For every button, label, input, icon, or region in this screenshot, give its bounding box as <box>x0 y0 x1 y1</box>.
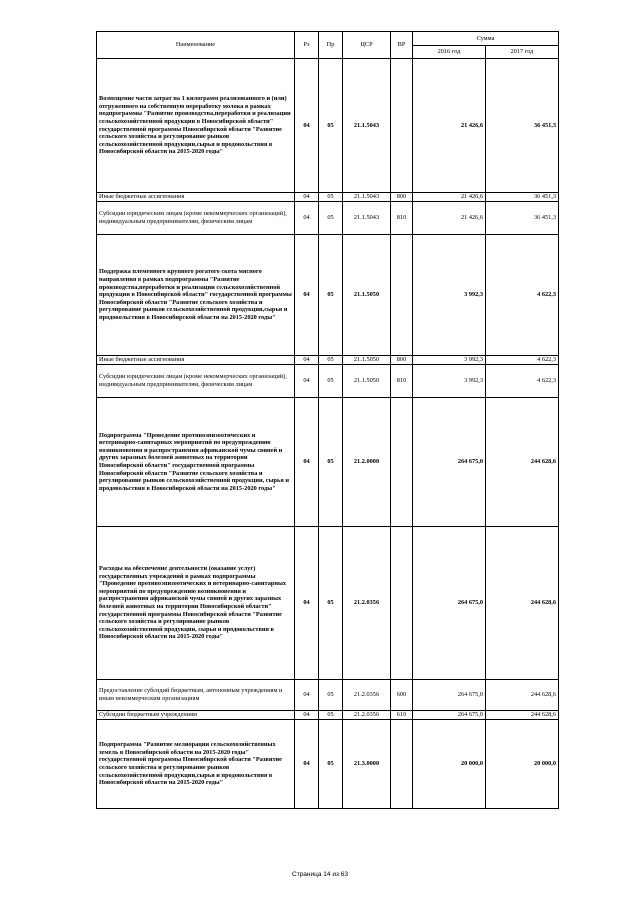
table-row <box>97 356 559 365</box>
row-sum-2016: 3 992,3 <box>413 365 486 398</box>
row-name: Субсидии бюджетным учреждениям <box>97 711 295 720</box>
row-rz: 04 <box>295 235 319 356</box>
row-name: Предоставление субсидий бюджетным, автономным учреждениям и иным некоммерческим организациям <box>97 680 295 711</box>
row-rz: 04 <box>295 356 319 365</box>
row-pr: 05 <box>319 720 343 809</box>
row-sum-2016: 21 426,6 <box>413 202 486 235</box>
table-row <box>97 193 559 202</box>
row-name: Подпрограмма "Проведение противоэпизоотических и ветеринарно-санитарных мероприятий по предупреждению возникновения и распространения африканской чумы свиней и других заразных болезней животных на территории Новосибирской области" государственной программы Новосибирской области "Развитие сельского хозяйства и регулирование рынков сельскохозяйственной продукции, сырья и продовольствия в Новосибирской области на 2015-2020 годы" <box>97 398 295 527</box>
row-rz: 04 <box>295 527 319 680</box>
row-rz: 04 <box>295 59 319 193</box>
header-name: Наименование <box>97 32 295 59</box>
row-vr <box>391 59 413 193</box>
table-row <box>97 202 559 235</box>
table-row <box>97 235 559 356</box>
row-name: Поддержка племенного крупного рогатого скота мясного направления в рамках подпрограммы "Развитие производства,переработки и реализации сельскохозяйственной продукции в Новосибирской области" государственной программы Новосибирской области "Развитие сельского хозяйства и регулирование рынков сельскохозяйственной продукции,сырья и продовольствия в Новосибирской области на 2015-2020 годы" <box>97 235 295 356</box>
row-sum-2017: 244 628,6 <box>486 398 559 527</box>
header-rz: Рз <box>295 32 319 59</box>
row-sum-2016: 3 992,3 <box>413 235 486 356</box>
row-name: Подпрограмма "Развитие мелиорации сельскохозяйственных земель в Новосибирской области на 2015-2020 годы" государственной программы Новосибирской области "Развитие сельского хозяйства и регулирование рынков сельскохозяйственной продукции,сырья и продовольствия в Новосибирской области на 2015-2020 годы" <box>97 720 295 809</box>
row-vr: 610 <box>391 711 413 720</box>
table-row <box>97 680 559 711</box>
row-rz: 04 <box>295 365 319 398</box>
row-vr: 600 <box>391 680 413 711</box>
row-csr: 21.1.5043 <box>343 59 391 193</box>
row-name: Субсидии юридическим лицам (кроме некоммерческих организаций), индивидуальным предпринимателям, физическим лицам <box>97 365 295 398</box>
row-name: Иные бюджетные ассигнования <box>97 356 295 365</box>
row-vr <box>391 527 413 680</box>
row-name: Субсидии юридическим лицам (кроме некоммерческих организаций), индивидуальным предпринимателям, физическим лицам <box>97 202 295 235</box>
row-pr: 05 <box>319 59 343 193</box>
row-rz: 04 <box>295 398 319 527</box>
document-page <box>96 31 558 809</box>
row-name: Расходы на обеспечение деятельности (оказание услуг) государственных учреждений в рамках подпрограммы "Проведение противоэпизоотических и ветеринарно-санитарных мероприятий по предупреждению возникновения и распространения африканской чумы свиней и других заразных болезней животных на территории Новосибирской области" государственной программы Новосибирской области "Развитие сельского хозяйства и регулирование рынков сельскохозяйственной продукции, сырья и продовольствия в Новосибирской области на 2015-2020 годы" <box>97 527 295 680</box>
row-pr: 05 <box>319 235 343 356</box>
table-row <box>97 527 559 680</box>
table-row <box>97 711 559 720</box>
row-rz: 04 <box>295 193 319 202</box>
row-sum-2017: 36 451,3 <box>486 59 559 193</box>
row-sum-2016: 264 675,0 <box>413 680 486 711</box>
row-csr: 21.1.5050 <box>343 356 391 365</box>
row-sum-2017: 244 628,6 <box>486 711 559 720</box>
header-pr: Пр <box>319 32 343 59</box>
row-csr: 21.1.5050 <box>343 365 391 398</box>
row-sum-2017: 36 451,3 <box>486 193 559 202</box>
row-vr <box>391 235 413 356</box>
budget-table <box>96 31 559 809</box>
row-name: Возмещение части затрат на 1 килограмм реализованного и (или) отгруженного на собственную переработку молока в рамках подпрограммы "Развитие производства,переработки и реализации сельскохозяйственной продукции в Новосибирской области" государственной программы Новосибирской области "Развитие сельского хозяйства и регулирование рынков сельскохозяйственной продукции,сырья и продовольствия в Новосибирской области на 2015-2020 годы" <box>97 59 295 193</box>
header-vr: ВР <box>391 32 413 59</box>
row-sum-2016: 264 675,0 <box>413 398 486 527</box>
row-pr: 05 <box>319 356 343 365</box>
row-vr: 800 <box>391 356 413 365</box>
row-pr: 05 <box>319 398 343 527</box>
header-sum: Сумма <box>413 32 559 46</box>
row-sum-2016: 21 426,6 <box>413 193 486 202</box>
row-sum-2017: 4 622,3 <box>486 365 559 398</box>
row-sum-2016: 20 000,0 <box>413 720 486 809</box>
header-2016: 2016 год <box>413 46 486 59</box>
row-sum-2017: 36 451,3 <box>486 202 559 235</box>
page-number: Страница 14 из 63 <box>292 871 348 878</box>
row-pr: 05 <box>319 680 343 711</box>
row-csr: 21.2.0356 <box>343 680 391 711</box>
row-sum-2017: 4 622,3 <box>486 235 559 356</box>
row-name: Иные бюджетные ассигнования <box>97 193 295 202</box>
row-rz: 04 <box>295 720 319 809</box>
row-rz: 04 <box>295 711 319 720</box>
table-body <box>97 59 559 809</box>
row-vr <box>391 720 413 809</box>
row-sum-2016: 21 426,6 <box>413 59 486 193</box>
row-csr: 21.2.0356 <box>343 527 391 680</box>
row-csr: 21.1.5050 <box>343 235 391 356</box>
row-sum-2016: 264 675,0 <box>413 711 486 720</box>
row-vr: 810 <box>391 365 413 398</box>
row-pr: 05 <box>319 711 343 720</box>
header-csr: ЦСР <box>343 32 391 59</box>
table-row <box>97 398 559 527</box>
row-sum-2017: 20 000,0 <box>486 720 559 809</box>
table-row <box>97 720 559 809</box>
row-sum-2017: 244 628,6 <box>486 680 559 711</box>
row-vr: 800 <box>391 193 413 202</box>
row-sum-2017: 4 622,3 <box>486 356 559 365</box>
row-vr <box>391 398 413 527</box>
row-pr: 05 <box>319 527 343 680</box>
row-sum-2016: 264 675,0 <box>413 527 486 680</box>
row-rz: 04 <box>295 202 319 235</box>
row-sum-2017: 244 628,6 <box>486 527 559 680</box>
row-pr: 05 <box>319 365 343 398</box>
row-csr: 21.2.0000 <box>343 398 391 527</box>
row-sum-2016: 3 992,3 <box>413 356 486 365</box>
header-2017: 2017 год <box>486 46 559 59</box>
row-vr: 810 <box>391 202 413 235</box>
table-row <box>97 365 559 398</box>
row-csr: 21.1.5043 <box>343 193 391 202</box>
row-csr: 21.3.0000 <box>343 720 391 809</box>
row-pr: 05 <box>319 202 343 235</box>
row-rz: 04 <box>295 680 319 711</box>
row-csr: 21.1.5043 <box>343 202 391 235</box>
row-pr: 05 <box>319 193 343 202</box>
table-row <box>97 59 559 193</box>
row-csr: 21.2.0356 <box>343 711 391 720</box>
